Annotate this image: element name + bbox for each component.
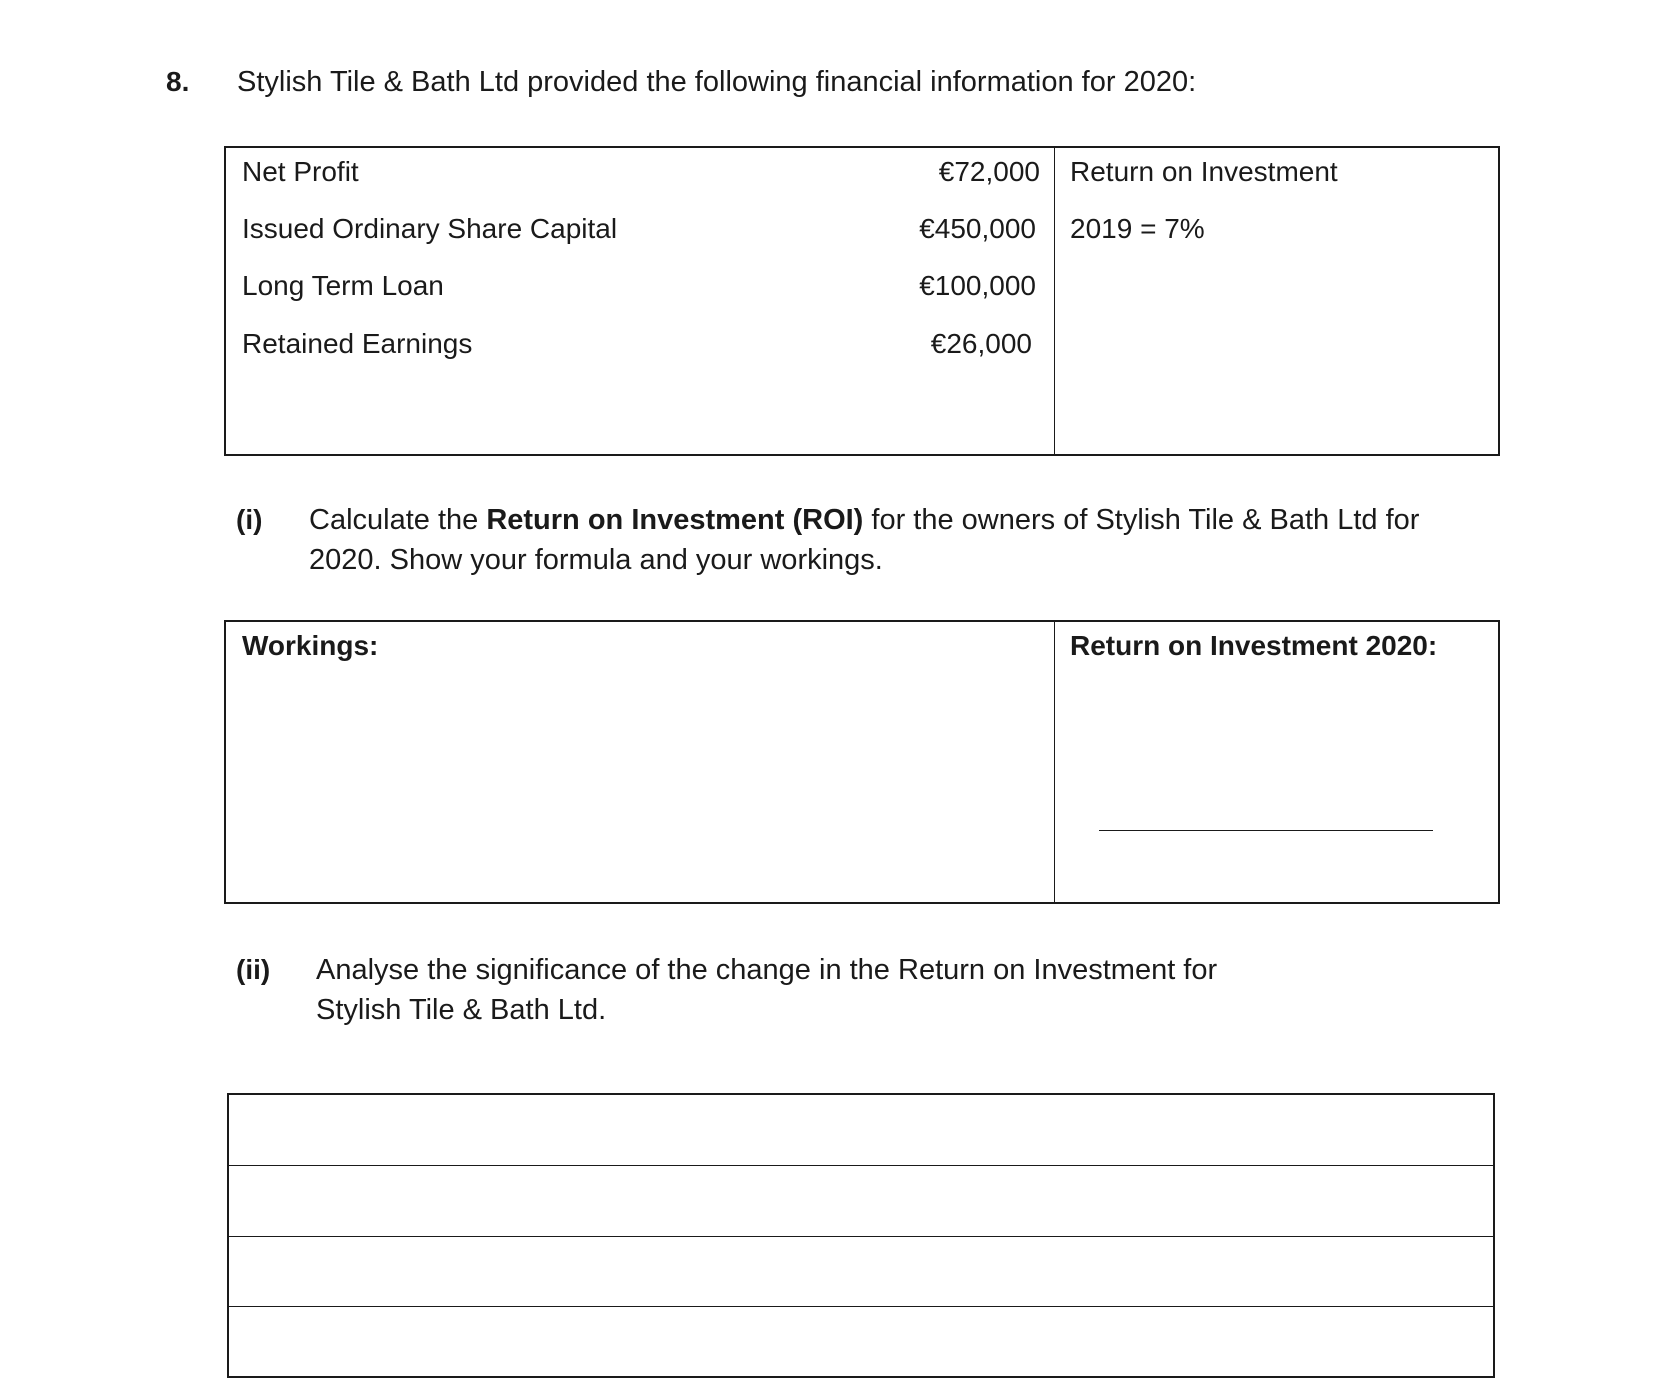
part-i-text-bold: Return on Investment (ROI) (486, 504, 864, 536)
part-ii-line1: Analyse the significance of the change in the Return on Investment for (316, 954, 1218, 986)
workings-divider (1054, 622, 1055, 902)
part-i-text-before: Calculate the (309, 504, 487, 536)
part-i-label: (i) (236, 504, 263, 535)
row-value-share-capital: €450,000 (919, 213, 1036, 244)
part-ii-line2: Stylish Tile & Bath Ltd. (316, 994, 607, 1026)
roi-heading: Return on Investment (1070, 156, 1338, 187)
question-number: 8. (166, 66, 190, 97)
part-i-line2: 2020. Show your formula and your workings. (309, 544, 883, 576)
row-label-net-profit: Net Profit (242, 156, 359, 187)
roi-2020-label: Return on Investment 2020: (1070, 630, 1438, 661)
row-value-retained-earnings: €26,000 (930, 328, 1032, 359)
question-intro: Stylish Tile & Bath Ltd provided the following financial information for 2020: (237, 66, 1197, 98)
row-label-share-capital: Issued Ordinary Share Capital (242, 213, 618, 244)
part-i-text-after: for the owners of Stylish Tile & Bath Ltd for (863, 504, 1420, 536)
part-i-text (309, 500, 1419, 580)
financial-info-table (224, 146, 1500, 456)
answer-line-1 (229, 1165, 1493, 1166)
row-value-long-term-loan: €100,000 (919, 270, 1036, 301)
row-label-retained-earnings: Retained Earnings (242, 328, 473, 359)
part-ii-text (316, 950, 1217, 1030)
row-label-long-term-loan: Long Term Loan (242, 270, 444, 301)
roi-prior-year: 2019 = 7% (1070, 213, 1205, 244)
answer-lines-box[interactable] (227, 1093, 1495, 1378)
roi-answer-line[interactable] (1099, 830, 1433, 831)
table-divider (1054, 148, 1055, 454)
part-i-line1 (309, 500, 1419, 540)
part-ii-label: (ii) (236, 954, 271, 985)
answer-line-2 (229, 1236, 1493, 1237)
row-value-net-profit: €72,000 (938, 156, 1040, 187)
workings-label: Workings: (242, 630, 379, 661)
workings-box (224, 620, 1500, 904)
answer-line-3 (229, 1306, 1493, 1307)
